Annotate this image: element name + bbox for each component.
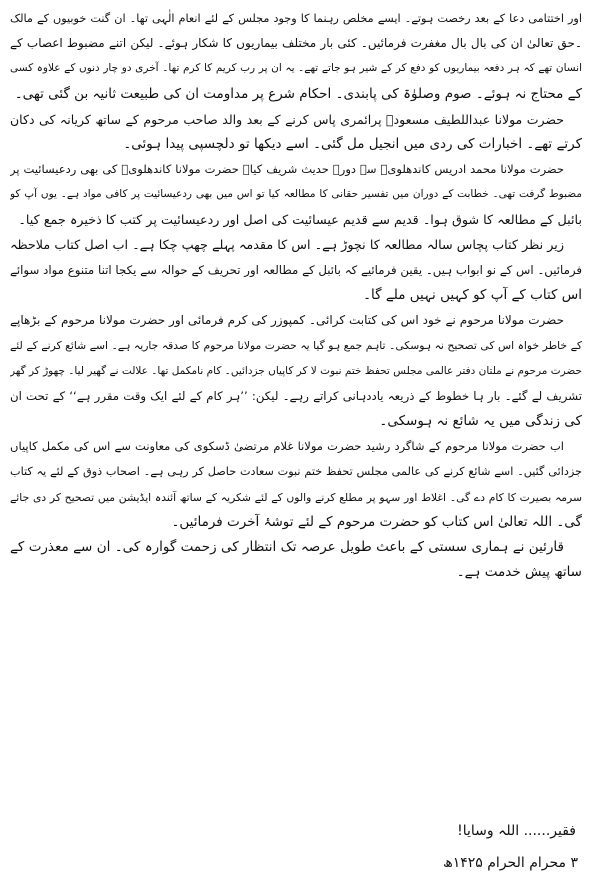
text-line-12: اس کتاب کے آپ کو کہیں نہیں ملے گا۔ (363, 287, 582, 304)
text-line-5: حضرت مولانا عبداللطیف مسعودؒ پرائمری پاس کرنے کے بعد والد صاحب مرحوم کے ساتھ کریانہ کی دکان (10, 111, 564, 127)
text-line-10: زیر نظر کتاب پچاس سالہ مطالعہ کا نچوڑ ہے۔ اس کا مقدمہ پہلے چھپ چکا ہے۔ اب اصل کتاب ملاحظہ (10, 237, 564, 253)
signature-name: فقیر...... اللہ وسایا! (457, 823, 576, 839)
text-line-7: حضرت مولانا محمد ادریس کاندھلویؒ سے دورہ حدیث شریف کیا۔ حضرت مولانا کاندھلویؒ کی بھی ردعیسائیت پر (10, 162, 564, 177)
text-line-11: فرمائیں۔ اس کے نو ابواب ہیں۔ یقین فرمائیے کہ بائبل کے مطالعہ اور تحریف کے حوالہ سے یکجا اتنا متنوع مواد سوائے (10, 262, 582, 277)
text-line-4: کے محتاج نہ ہوئے۔ صوم وصلوٰۃ کی پابندی۔ احکام شرع پر مداومت ان کی طبیعت ثانیہ بن گئی تھی۔ (14, 85, 582, 102)
text-line-21: گی۔ اللہ تعالیٰ اس کتاب کو حضرت مرحوم کے لئے توشۂ آخرت فرمائیں۔ (171, 513, 582, 530)
text-line-15: حضرت مرحوم نے ملتان دفتر عالمی مجلس تحفظ ختم نبوت لا کر کاپیاں جزدائیں۔ کام نامکمل تھا۔ علالت نے گھیر لیا۔ چھوڑ کر گھر (10, 364, 582, 377)
text-line-2: ۔حق تعالیٰ ان کی بال بال مغفرت فرمائیں۔ کئی بار مختلف بیماریوں کا شکار ہوئے۔ لیکن اتنے مضبوط اعصاب کے (10, 36, 582, 51)
text-line-9: بائبل کے مطالعہ کا شوق ہوا۔ قدیم سے قدیم عیسائیت کی اصل اور ردعیسائیت پر کتب کا ذخیرہ جمع کیا۔ (18, 212, 582, 228)
text-line-20: سرمہ بصیرت کا کام دے گی۔ اغلاط اور سہو پر مطلع کرنے والوں کے لئے شکریہ کے ساتھ آئندہ ایڈیشن میں تصحیح کر دی جائے (10, 490, 582, 504)
text-line-19: جزدائی گئیں۔ اسے شائع کرنے کی عالمی مجلس تحفظ ختم نبوت سعادت حاصل کر رہی ہے۔ اصحاب ذوق کے لئے یہ کتاب (10, 465, 582, 479)
text-line-14: کے خاطر خواہ اس کی تصحیح نہ ہوسکی۔ تاہم جمع ہو گیا یہ حضرت مولانا مرحوم کا صدقہ جاریہ ہے۔ اسے شائع کرنے کے لئے (10, 339, 582, 353)
text-line-6: کرتے تھے۔ اخبارات کی ردی میں انجیل مل گئی۔ اسے دیکھا تو دلچسپی پیدا ہوئی۔ (123, 135, 582, 152)
text-line-18: اب حضرت مولانا مرحوم کے شاگرد رشید حضرت مولانا غلام مرتضیٰ ڈسکوی کی معاونت سے اس کی مکمل کاپیاں (10, 439, 564, 454)
text-line-16: تشریف لے گئے۔ بار ہا خطوط کے ذریعہ یاددہانی کراتے رہے۔ لیکن: ’’ہر کام کے لئے ایک وقت مقرر ہے‘‘ کے تحت ان (10, 388, 582, 403)
text-line-17: کی زندگی میں یہ شائع نہ ہوسکی۔ (379, 413, 582, 429)
text-line-3: انسان تھے کہ ہر دفعہ بیماریوں کو دفع کر کے شیر ہو جاتے تھے۔ یہ ان پر رب کریم کا کرم تھا۔ آخری دو چار دنوں کے علاوہ کسی (10, 62, 582, 75)
text-line-8: مضبوط گرفت تھی۔ خطابت کے دوران میں تفسیر حقانی کا مطالعہ کیا تو اس میں بھی ردعیسائیت پر کافی مواد ہے۔ یوں آپ کو (10, 188, 582, 201)
text-line-22: قارئین نے ہماری سستی کے باعث طویل عرصہ تک انتظار کی زحمت گوارہ کی۔ ان سے معذرت کے (10, 538, 564, 555)
text-line-1: اور اختتامی دعا کے بعد رخصت ہوتے۔ ایسے مخلص رہنما کا وجود مجلس کے لئے انعام الٰہی تھا۔ ان گنت خوبیوں کے مالک (10, 12, 582, 25)
text-line-23: ساتھ پیش خدمت ہے۔ (456, 564, 582, 581)
text-line-13: حضرت مولانا مرحوم نے خود اس کی کتابت کرائی۔ کمپوزر کی کرم فرمائی اور حضرت مولانا مرحوم کے بڑھاپے (10, 313, 564, 328)
signature-date: ۳ محرام الحرام ۱۴۲۵ھ (442, 855, 578, 871)
